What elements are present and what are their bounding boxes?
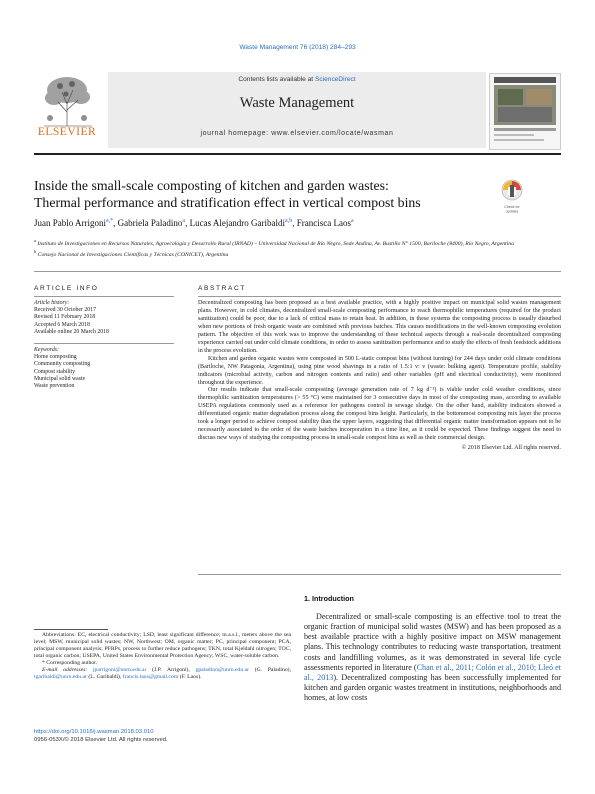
abstract-paragraph-1: Decentralized composting has been proposed as a best available practice, with a highly positive impact on municipal solid wastes management plans. However, in cold climates, decentralized small-scale composting performance to reach thermophilic temperatures (required for the product sanitization) could be poor, due to a lack of critical mass to retain heat. In addition, in these systems the composting process is usually disturbed when new portions of fresh organic waste are combined with previous batches. This causes modifications in the well-known composting evolution pattern. The objective of this work was to improve the understanding of these technical aspects through a real-scale decentralized composting experience carried out under cold climate conditions, in order to assess sanitization performance and to study the effects of fresh feedstock additions in the process evolution. bbox=[198, 300, 561, 354]
history-label: Article history: bbox=[34, 300, 70, 306]
divider bbox=[34, 343, 174, 344]
citation-link[interactable]: Chan et al., 2011; Colón et al., 2010; Lleó et al., 2013 bbox=[304, 662, 561, 682]
keyword[interactable]: Municipal solid waste bbox=[34, 375, 86, 382]
authors-line bbox=[34, 218, 561, 228]
divider bbox=[34, 296, 174, 297]
email-link[interactable]: gpaladino@unrn.edu.ar bbox=[195, 667, 250, 674]
introduction-paragraph: Decentralized or small-scale composting is an effective tool to treat the organic fraction of municipal solid wastes (MSW) and has been proposed as a best available practice with a highly positive impact on MSW management plans. This technology contributes to reducing waste transportation, treatment costs and landfilling volumes, as it was demonstrated in several life cycle assessments reported in literature (Chan et al., 2011; Colón et al., 2010; Lleó et al., 2013). Decentralized composting has been successfully implemented for kitchen and garden organic wastes treatment in institutions, neighborhoods and homes, at low costs bbox=[304, 612, 561, 703]
email-link[interactable]: lgaribaldi@unrn.edu.ar bbox=[34, 674, 87, 681]
email-link[interactable]: francis.laos@gmail.com bbox=[122, 674, 179, 681]
keyword[interactable]: Compost stability bbox=[34, 368, 76, 375]
abstract bbox=[198, 285, 561, 451]
contents-prefix: Contents lists available at bbox=[238, 76, 315, 83]
header-rule bbox=[34, 153, 561, 155]
keyword[interactable]: Waste prevention bbox=[34, 383, 75, 390]
corresponding-author-note: * Corresponding author. bbox=[42, 660, 98, 667]
author[interactable]: Lucas Alejandro Garibaldi$^{a,b}$, bbox=[189, 218, 297, 228]
divider bbox=[198, 574, 561, 575]
elsevier-wordmark: ELSEVIER bbox=[37, 126, 97, 138]
history-accepted: Accepted 6 March 2018 bbox=[34, 321, 90, 328]
author[interactable]: Juan Pablo Arrigoni$^{a,*}$, bbox=[34, 218, 118, 228]
title-line-1: Inside the small-scale composting of kitchen and garden wastes: bbox=[34, 178, 389, 193]
divider bbox=[34, 271, 561, 272]
history-received: Received 30 October 2017 bbox=[34, 307, 96, 314]
check-for-updates-icon[interactable] bbox=[499, 178, 525, 218]
abstract-paragraph-2: Kitchen and garden organic wastes were composted in 500 L-static compost bins (without turning) for 244 days under cold climate conditions (Bariloche, NW Patagonia, Argentina), using pine wood shavings in a ratio of 1.5:1 v: v (waste: bulking agent). Temperature profile, stability indicators (microbial activity, carbon and nitrogen contents and ratio) and other variables (pH and electrical conductivity), were monitored throughout the experience. bbox=[198, 355, 561, 386]
crossmark-label: Check for bbox=[504, 205, 520, 209]
email-addresses: E-mail addresses: jparrigoni@unrn.edu.ar (J.P. Arrigoni), gpaladino@unrn.edu.ar (G. Paladino), lgaribaldi@unrn.edu.ar (L. Garibaldi), francis.laos@gmail.com (F. Laos). bbox=[34, 667, 291, 681]
section-heading-introduction: 1. Introduction bbox=[304, 594, 354, 603]
abstract-heading: ABSTRACT bbox=[198, 285, 246, 292]
crossmark-label-2: updates bbox=[505, 209, 519, 214]
title-line-2: Thermal performance and stratification effect in vertical compost bins bbox=[34, 195, 421, 210]
history-revised: Revised 11 February 2018 bbox=[34, 314, 96, 321]
email-link[interactable]: jparrigoni@unrn.edu.ar bbox=[92, 667, 147, 674]
abbreviations-footnote: Abbreviations: EC, electrical conductivity; LSD, least significant difference; m.a.s.l., meters above the sea level; MSW, municipal solid wastes; NW, Northwest; OM, organic matter; PC, principal component; PCA, principal component analysis; PFRPs, process to further reduce pathogens; TKN, total Kjeldahl nitrogen; TOC, total organic carbon; USEPA, United States Environmental Protection Agency; WSC, water-soluble carbon. bbox=[34, 632, 291, 660]
article-title bbox=[34, 177, 504, 211]
doi-link[interactable]: https://doi.org/10.1016/j.wasman.2018.03.010 bbox=[34, 729, 154, 735]
history-online: Available online 20 March 2018 bbox=[34, 328, 109, 335]
footnotes bbox=[34, 632, 291, 681]
keyword[interactable]: Home composting bbox=[34, 354, 77, 361]
elsevier-tree-logo[interactable] bbox=[36, 72, 98, 128]
author[interactable]: Francisca Laos$^a$ bbox=[296, 218, 354, 228]
journal-reference[interactable]: Waste Management 76 (2018) 284–293 bbox=[239, 44, 356, 51]
contents-line bbox=[108, 76, 486, 83]
divider bbox=[198, 296, 561, 297]
article-info bbox=[34, 285, 174, 390]
keywords-label: Keywords: bbox=[34, 347, 59, 354]
keyword[interactable]: Community composting bbox=[34, 361, 91, 368]
affiliation-a: $^a$ Instituto de Investigaciones en Recursos Naturales, Agroecología y Desarrollo Rural (IRNAD) – Universidad Nacional de Río Negro, Sede Andina, Av. Bustillo N° 1500, Bariloche (8400), Río Negro, Argentina bbox=[34, 238, 514, 247]
journal-cover-image[interactable] bbox=[489, 73, 561, 150]
journal-title[interactable]: Waste Management bbox=[239, 95, 355, 111]
copyright: © 2018 Elsevier Ltd. All rights reserved. bbox=[461, 445, 561, 452]
affiliations bbox=[34, 237, 561, 260]
footnote-rule bbox=[34, 629, 108, 630]
issn-line: 0956-053X/© 2018 Elsevier Ltd. All rights reserved. bbox=[34, 737, 168, 743]
affiliation-b: $^b$ Consejo Nacional de Investigaciones Científicas y Técnicas (CONICET), Argentina bbox=[34, 249, 229, 259]
abstract-paragraph-3: Our results indicate that small-scale composting (average generation rate of 7 kg d⁻¹) is viable under cold weather conditions, since thermophilic sanitization temperatures (> 55 °C) were maintained for 3 consecutive days in most of the composting mass, according to available USEPA regulations commonly used as a reference for pathogens control in sewage sludge. On the other hand, stability indicators showed a differentiated organic matter degradation process along the compost bins height. Particularly, in the bottommost composting mix layer the process took a longer period to achieve compost stability than the upper layers, suggesting that differential organic matter transformation appears not to be necessarily associated to the order of the waste batches incorporation in a time line, as it could be expected. These findings suggest the need to discuss new ways of studying the composting process in small-scale compost bins as well as their commercial design. bbox=[198, 387, 561, 442]
author[interactable]: Gabriela Paladino$^a$, bbox=[117, 218, 190, 228]
journal-homepage[interactable]: journal homepage: www.elsevier.com/locate/wasman bbox=[200, 130, 394, 137]
sciencedirect-link[interactable]: ScienceDirect bbox=[314, 76, 356, 83]
article-info-heading: ARTICLE INFO bbox=[34, 285, 99, 292]
